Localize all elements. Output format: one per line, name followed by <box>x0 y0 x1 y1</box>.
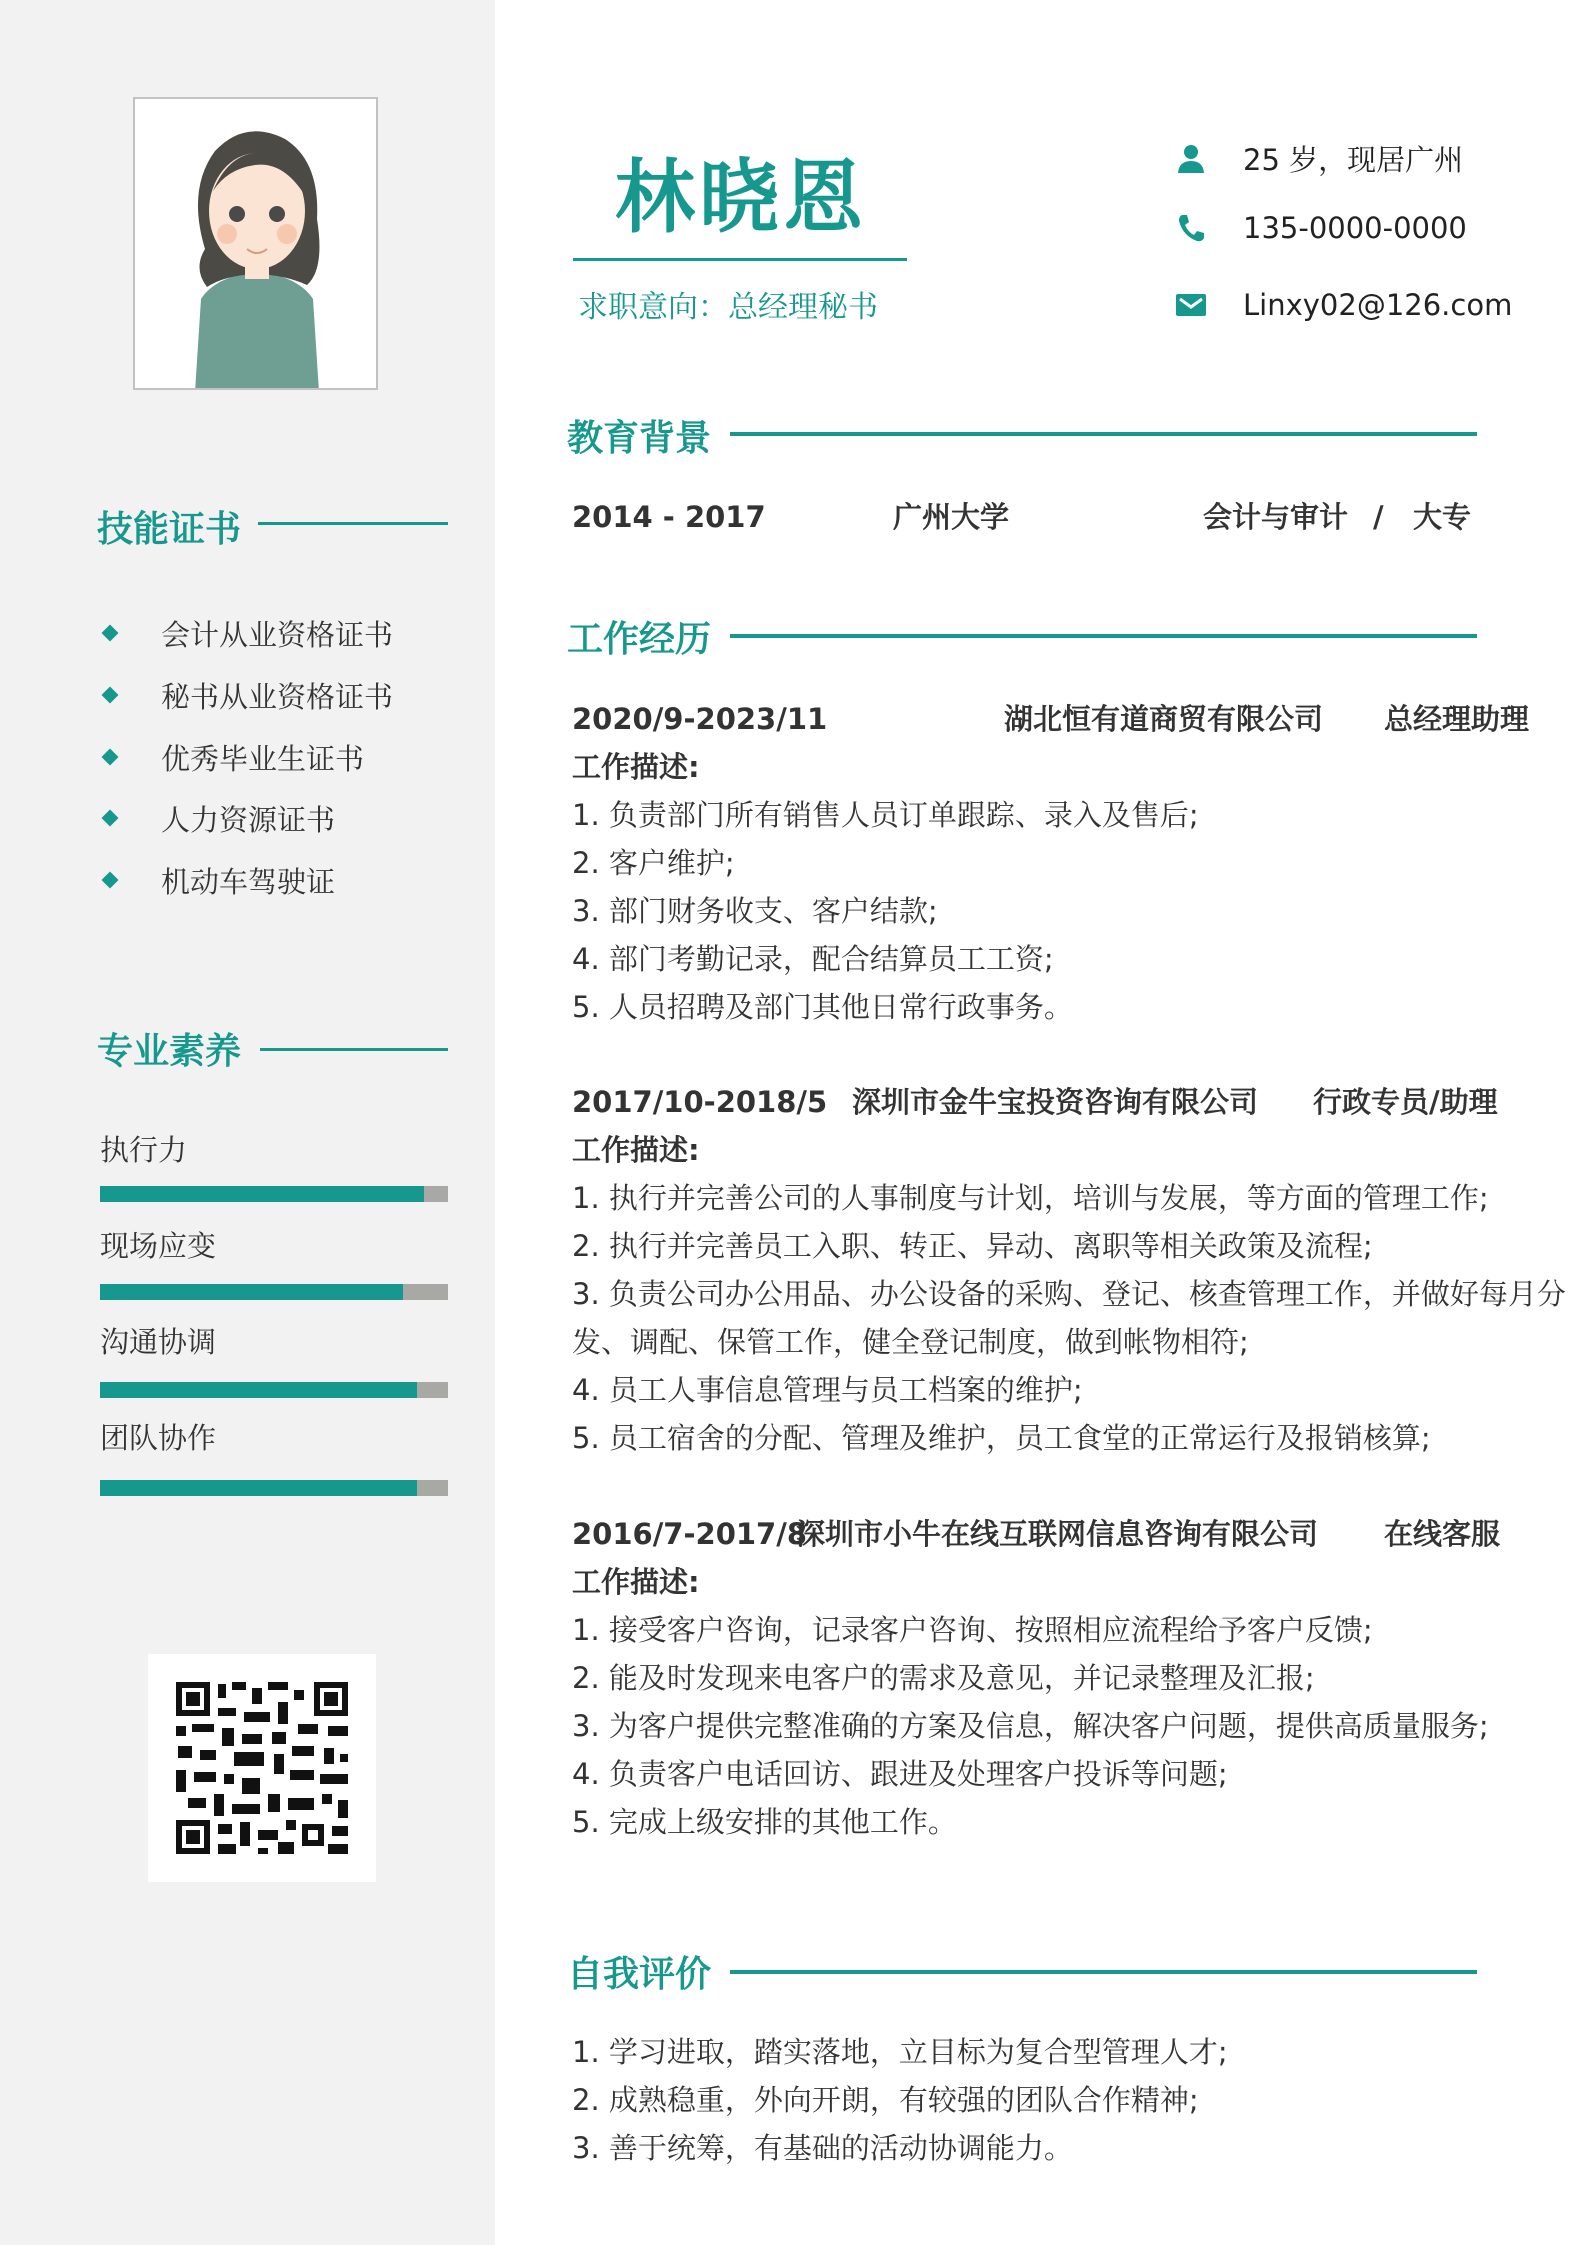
skill-label: 优秀毕业生证书 <box>161 741 365 776</box>
skills-section-title: 技能证书 <box>97 509 242 550</box>
ability-progress-bar <box>100 1284 448 1300</box>
diamond-bullet-icon <box>102 625 119 642</box>
job-desc-line: 5. 人员招聘及部门其他日常行政事务。 <box>572 990 1073 1024</box>
age-location-text: 25 岁，现居广州 <box>1243 142 1464 177</box>
education-section-title: 教育背景 <box>567 418 712 459</box>
ability-progress-bar <box>100 1382 448 1398</box>
email-text[interactable]: Linxy02@126.com <box>1243 288 1513 322</box>
skill-label: 人力资源证书 <box>161 802 336 837</box>
contact-phone <box>1176 208 1467 248</box>
ability-progress-fill <box>100 1382 417 1398</box>
job-desc-line: 1. 负责部门所有销售人员订单跟踪、录入及售后; <box>572 798 1199 832</box>
job-period: 2020/9-2023/11 <box>572 702 828 736</box>
skill-item <box>100 798 335 838</box>
qr-code-icon <box>148 1654 376 1882</box>
job-desc-line: 3. 负责公司办公用品、办公设备的采购、登记、核查管理工作，并做好每月分 <box>572 1277 1566 1311</box>
education-degree: 大专 <box>1413 500 1472 534</box>
ability-progress-fill <box>100 1186 424 1202</box>
education-title-rule <box>730 432 1477 436</box>
job-intent: 求职意向：总经理秘书 <box>578 290 878 325</box>
skill-label: 会计从业资格证书 <box>161 617 394 652</box>
job-desc-line: 1. 执行并完善公司的人事制度与计划，培训与发展，等方面的管理工作; <box>572 1181 1489 1215</box>
qr-code <box>148 1654 376 1882</box>
ability-label: 团队协作 <box>100 1421 217 1455</box>
job-desc-line: 发、调配、保管工作，健全登记制度，做到帐物相符; <box>572 1325 1249 1359</box>
job-company: 湖北恒有道商贸有限公司 <box>1004 702 1324 736</box>
job-desc-label: 工作描述: <box>572 1565 700 1599</box>
job-position: 行政专员/助理 <box>1313 1085 1498 1119</box>
ability-progress-bar <box>100 1480 448 1496</box>
job-desc-line: 5. 员工宿舍的分配、管理及维护，员工食堂的正常运行及报销核算; <box>572 1421 1431 1455</box>
diamond-bullet-icon <box>102 872 119 889</box>
job-desc-label: 工作描述: <box>572 750 700 784</box>
ability-progress-bar <box>100 1186 448 1202</box>
job-position: 在线客服 <box>1384 1517 1501 1551</box>
education-period: 2014 - 2017 <box>572 500 766 534</box>
avatar-illustration-icon <box>135 99 378 390</box>
education-school: 广州大学 <box>893 500 1010 534</box>
contact-age-location <box>1176 138 1463 178</box>
job-position: 总经理助理 <box>1384 702 1530 736</box>
ability-progress-fill <box>100 1480 417 1496</box>
job-desc-line: 2. 执行并完善员工入职、转正、异动、离职等相关政策及流程; <box>572 1229 1373 1263</box>
job-desc-line: 4. 员工人事信息管理与员工档案的维护; <box>572 1373 1083 1407</box>
diamond-bullet-icon <box>102 810 119 827</box>
job-company: 深圳市金牛宝投资咨询有限公司 <box>852 1085 1259 1119</box>
diamond-bullet-icon <box>102 749 119 766</box>
skill-item <box>100 613 393 653</box>
candidate-name: 林晓恩 <box>615 151 867 244</box>
job-desc-line: 3. 部门财务收支、客户结款; <box>572 894 938 928</box>
self-eval-line: 1. 学习进取，踏实落地，立目标为复合型管理人才; <box>572 2035 1228 2069</box>
skill-label: 机动车驾驶证 <box>161 864 336 899</box>
job-desc-line: 1. 接受客户咨询，记录客户咨询、按照相应流程给予客户反馈; <box>572 1613 1373 1647</box>
ability-label: 执行力 <box>100 1133 188 1167</box>
abilities-title-rule <box>260 1048 448 1051</box>
name-underline <box>573 258 907 261</box>
diamond-bullet-icon <box>102 687 119 704</box>
avatar-photo <box>133 97 378 390</box>
skill-item <box>100 860 335 900</box>
skills-title-rule <box>258 522 448 525</box>
job-desc-line: 4. 部门考勤记录，配合结算员工工资; <box>572 942 1054 976</box>
ability-label: 现场应变 <box>100 1229 217 1263</box>
skill-item <box>100 737 364 777</box>
job-desc-line: 3. 为客户提供完整准确的方案及信息，解决客户问题，提供高质量服务; <box>572 1709 1489 1743</box>
skill-item <box>100 675 393 715</box>
abilities-section-title: 专业素养 <box>97 1031 242 1072</box>
user-icon <box>1176 143 1206 173</box>
work-title-rule <box>730 634 1477 638</box>
self-eval-line: 2. 成熟稳重，外向开朗，有较强的团队合作精神; <box>572 2083 1199 2117</box>
job-desc-line: 4. 负责客户电话回访、跟进及处理客户投诉等问题; <box>572 1757 1228 1791</box>
mail-icon <box>1176 290 1206 320</box>
job-desc-label: 工作描述: <box>572 1133 700 1167</box>
job-period: 2016/7-2017/8 <box>572 1517 808 1551</box>
job-desc-line: 2. 客户维护; <box>572 846 735 880</box>
job-desc-line: 5. 完成上级安排的其他工作。 <box>572 1805 957 1839</box>
skill-label: 秘书从业资格证书 <box>161 679 394 714</box>
job-period: 2017/10-2018/5 <box>572 1085 828 1119</box>
self-eval-line: 3. 善于统筹，有基础的活动协调能力。 <box>572 2131 1073 2165</box>
education-separator: / <box>1373 500 1384 534</box>
work-section-title: 工作经历 <box>567 619 712 660</box>
self-eval-section-title: 自我评价 <box>567 1954 712 1995</box>
ability-progress-fill <box>100 1284 403 1300</box>
contact-email <box>1176 285 1512 325</box>
ability-label: 沟通协调 <box>100 1325 217 1359</box>
education-major: 会计与审计 <box>1203 500 1349 534</box>
phone-icon <box>1176 213 1206 243</box>
job-company: 深圳市小牛在线互联网信息咨询有限公司 <box>796 1517 1319 1551</box>
job-desc-line: 2. 能及时发现来电客户的需求及意见，并记录整理及汇报; <box>572 1661 1315 1695</box>
phone-text[interactable]: 135-0000-0000 <box>1243 211 1467 245</box>
self-eval-title-rule <box>730 1970 1477 1974</box>
